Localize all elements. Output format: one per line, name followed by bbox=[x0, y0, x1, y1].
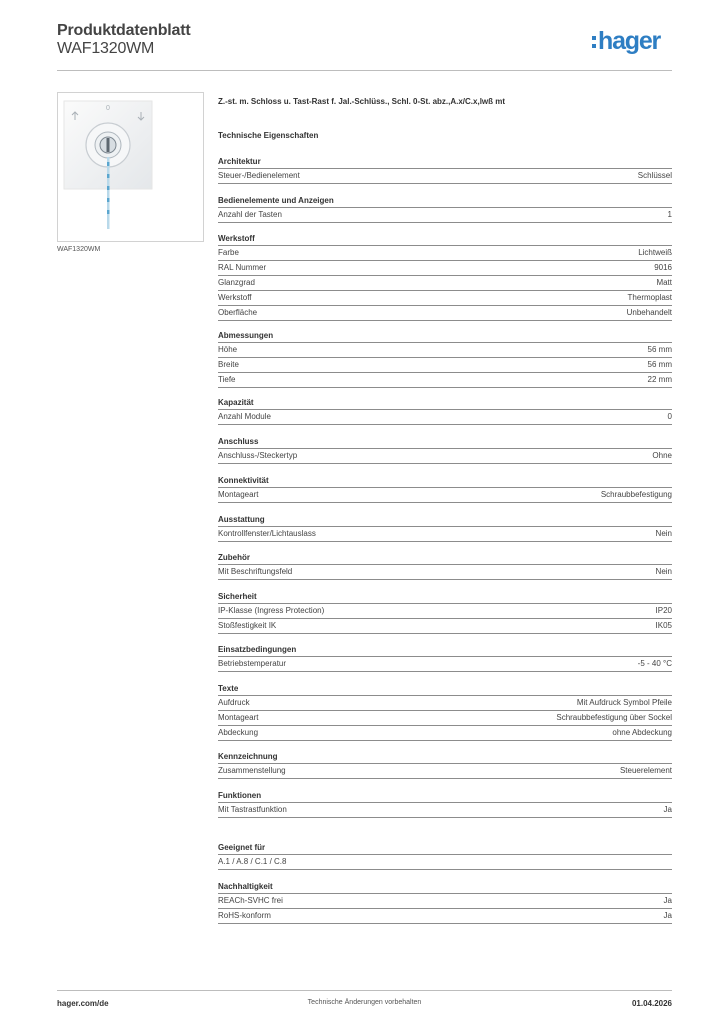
property-row bbox=[218, 449, 672, 464]
property-row bbox=[218, 358, 672, 373]
property-name: Kontrollfenster/Lichtauslass bbox=[218, 529, 316, 538]
property-row bbox=[218, 261, 672, 276]
property-row bbox=[218, 726, 672, 741]
property-value: 0 bbox=[667, 412, 672, 421]
property-row bbox=[218, 657, 672, 672]
section-title: Zubehör bbox=[218, 551, 672, 565]
property-name: Montageart bbox=[218, 490, 259, 499]
property-value: Nein bbox=[655, 529, 672, 538]
property-value: Thermoplast bbox=[627, 293, 672, 302]
property-row bbox=[218, 291, 672, 306]
section-nachhaltigkeit bbox=[218, 880, 672, 924]
property-row bbox=[218, 276, 672, 291]
key-switch-product-icon bbox=[63, 100, 153, 232]
property-value: Lichtweiß bbox=[638, 248, 672, 257]
property-value: IK05 bbox=[655, 621, 672, 630]
property-row bbox=[218, 855, 672, 870]
logo-text: hager bbox=[598, 27, 661, 55]
property-value: Ja bbox=[663, 911, 672, 920]
property-row bbox=[218, 894, 672, 909]
section-kennzeichnung bbox=[218, 750, 672, 779]
property-name: Höhe bbox=[218, 345, 238, 354]
property-value: 56 mm bbox=[647, 360, 672, 369]
section-title: Sicherheit bbox=[218, 590, 672, 604]
property-value: Schraubbefestigung über Sockel bbox=[556, 713, 672, 722]
page-footer bbox=[57, 990, 672, 1015]
section-geeignet-fuer bbox=[218, 841, 672, 870]
property-value: Ohne bbox=[652, 451, 672, 460]
property-row bbox=[218, 373, 672, 388]
property-row bbox=[218, 764, 672, 779]
property-name: Montageart bbox=[218, 713, 259, 722]
property-value: Matt bbox=[656, 278, 672, 287]
footer-date: 01.04.2026 bbox=[631, 999, 672, 1008]
section-title: Nachhaltigkeit bbox=[218, 880, 672, 894]
section-kapazitaet bbox=[218, 396, 672, 425]
section-ausstattung bbox=[218, 513, 672, 542]
section-title: Kapazität bbox=[218, 396, 672, 410]
footer-website-link[interactable]: hager.com/de bbox=[57, 999, 109, 1008]
property-name: Mit Beschriftungsfeld bbox=[218, 567, 293, 576]
product-image-frame bbox=[57, 92, 204, 242]
property-name: Oberfläche bbox=[218, 308, 258, 317]
property-value: Unbehandelt bbox=[626, 308, 672, 317]
property-name: Aufdruck bbox=[218, 698, 250, 707]
property-name: Farbe bbox=[218, 248, 239, 257]
section-konnektivitaet bbox=[218, 474, 672, 503]
section-title: Bedienelemente und Anzeigen bbox=[218, 194, 672, 208]
logo-colon-icon bbox=[592, 36, 596, 49]
property-row bbox=[218, 711, 672, 726]
property-value: Steuerelement bbox=[619, 766, 672, 775]
property-name: Steuer-/Bedienelement bbox=[218, 171, 300, 180]
property-name: Breite bbox=[218, 360, 239, 369]
property-row bbox=[218, 488, 672, 503]
property-value: 56 mm bbox=[647, 345, 672, 354]
property-name: IP-Klasse (Ingress Protection) bbox=[218, 606, 325, 615]
property-row bbox=[218, 410, 672, 425]
section-architektur bbox=[218, 155, 672, 184]
property-name: Stoßfestigkeit IK bbox=[218, 621, 277, 630]
property-name: RoHS-konform bbox=[218, 911, 271, 920]
product-code: WAF1320WM bbox=[57, 40, 155, 57]
property-name: Anzahl der Tasten bbox=[218, 210, 282, 219]
position-zero-mark: 0 bbox=[106, 105, 110, 112]
property-value: Schraubbefestigung bbox=[600, 490, 672, 499]
property-row bbox=[218, 604, 672, 619]
property-name: Glanzgrad bbox=[218, 278, 255, 287]
property-value: 9016 bbox=[654, 263, 672, 272]
property-row bbox=[218, 343, 672, 358]
section-title: Texte bbox=[218, 682, 672, 696]
section-title: Funktionen bbox=[218, 789, 672, 803]
property-value: Ja bbox=[663, 805, 672, 814]
section-title: Werkstoff bbox=[218, 232, 672, 246]
property-name: Tiefe bbox=[218, 375, 236, 384]
section-bedienelemente bbox=[218, 194, 672, 223]
property-value: Schlüssel bbox=[637, 171, 672, 180]
section-title: Architektur bbox=[218, 155, 672, 169]
section-abmessungen bbox=[218, 329, 672, 388]
property-value: -5 - 40 °C bbox=[637, 659, 672, 668]
property-name: RAL Nummer bbox=[218, 263, 267, 272]
property-name: Zusammenstellung bbox=[218, 766, 286, 775]
property-name: Betriebstemperatur bbox=[218, 659, 287, 668]
property-row bbox=[218, 169, 672, 184]
section-sicherheit bbox=[218, 590, 672, 634]
property-value: IP20 bbox=[655, 606, 672, 615]
section-anschluss bbox=[218, 435, 672, 464]
section-einsatzbedingungen bbox=[218, 643, 672, 672]
property-row bbox=[218, 208, 672, 223]
section-funktionen bbox=[218, 789, 672, 818]
property-value: 22 mm bbox=[647, 375, 672, 384]
section-werkstoff bbox=[218, 232, 672, 321]
property-row bbox=[218, 803, 672, 818]
section-title: Kennzeichnung bbox=[218, 750, 672, 764]
section-title: Konnektivität bbox=[218, 474, 672, 488]
property-row bbox=[218, 527, 672, 542]
property-row bbox=[218, 306, 672, 321]
property-row bbox=[218, 696, 672, 711]
document-title: Produktdatenblatt bbox=[57, 22, 191, 39]
property-row bbox=[218, 619, 672, 634]
property-row bbox=[218, 909, 672, 924]
property-row bbox=[218, 246, 672, 261]
property-value: 1 bbox=[667, 210, 672, 219]
product-image-caption: WAF1320WM bbox=[57, 246, 101, 253]
property-name: Anzahl Module bbox=[218, 412, 271, 421]
section-zubehoer bbox=[218, 551, 672, 580]
technical-properties-heading: Technische Eigenschaften bbox=[218, 131, 319, 140]
section-title: Abmessungen bbox=[218, 329, 672, 343]
property-name: REACh-SVHC frei bbox=[218, 896, 283, 905]
property-value: ohne Abdeckung bbox=[612, 728, 672, 737]
property-name: Anschluss-/Steckertyp bbox=[218, 451, 298, 460]
property-name: A.1 / A.8 / C.1 / C.8 bbox=[218, 857, 287, 866]
property-name: Abdeckung bbox=[218, 728, 259, 737]
section-title: Geeignet für bbox=[218, 841, 672, 855]
property-value: Mit Aufdruck Symbol Pfeile bbox=[576, 698, 672, 707]
page-header bbox=[57, 20, 672, 71]
section-title: Einsatzbedingungen bbox=[218, 643, 672, 657]
hager-logo bbox=[592, 27, 672, 57]
section-title: Anschluss bbox=[218, 435, 672, 449]
property-value: Ja bbox=[663, 896, 672, 905]
footer-disclaimer: Technische Änderungen vorbehalten bbox=[307, 999, 422, 1006]
property-row bbox=[218, 565, 672, 580]
section-title: Ausstattung bbox=[218, 513, 672, 527]
property-value: Nein bbox=[655, 567, 672, 576]
section-texte bbox=[218, 682, 672, 741]
product-description: Z.-st. m. Schloss u. Tast-Rast f. Jal.-Schlüss., Schl. 0-St. abz.,A.x/C.x,lwß mt bbox=[218, 97, 506, 106]
property-name: Mit Tastrastfunktion bbox=[218, 805, 287, 814]
property-name: Werkstoff bbox=[218, 293, 252, 302]
